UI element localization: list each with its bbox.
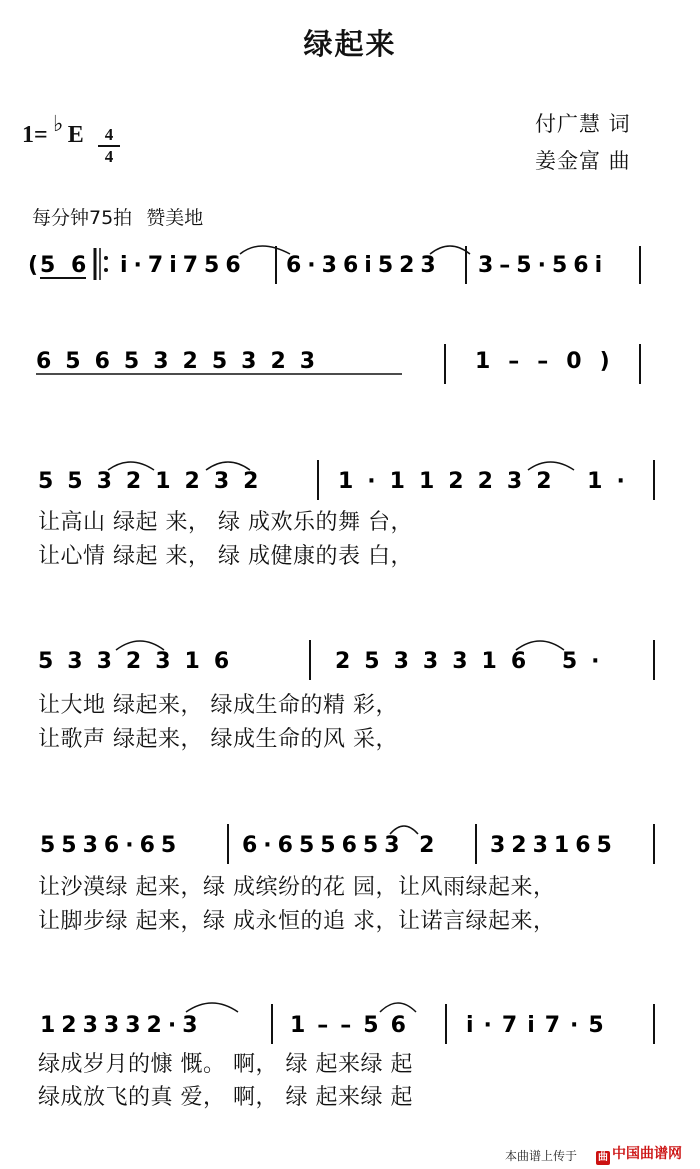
lyric-line-2: 绿成放飞的真 爱， 啊， 绿 起来绿 起 bbox=[38, 1085, 413, 1110]
time-signature bbox=[98, 126, 120, 166]
lyric-line-1: 让高山 绿起 来， 绿 成欢乐的舞 台， bbox=[38, 510, 413, 535]
notes-group: 5332316 bbox=[38, 649, 244, 674]
notes-group: 1·112232 1· bbox=[338, 469, 639, 494]
page-title: 绿起来 bbox=[303, 27, 397, 61]
lyric-line-1: 让大地 绿起来， 绿成生命的精 彩， bbox=[38, 693, 398, 718]
notes-group: 2533316 5· bbox=[335, 649, 614, 674]
key-note: E bbox=[67, 122, 84, 148]
notes-group: 6·36i523 bbox=[286, 253, 442, 278]
lyric-line-2: 让歌声 绿起来， 绿成生命的风 采， bbox=[38, 727, 398, 752]
meter-top: 4 bbox=[104, 125, 114, 144]
slur bbox=[380, 1003, 416, 1012]
notation-system-3 bbox=[0, 448, 700, 508]
notes-group: i·7i756 bbox=[120, 253, 247, 278]
notes-group: 5 6 bbox=[40, 253, 91, 278]
notes-group: 123332·3 bbox=[40, 1013, 204, 1038]
repeat-dot bbox=[104, 268, 108, 272]
notes-group: 6565325323 bbox=[36, 349, 330, 374]
notes-group: 5536·65 bbox=[40, 833, 183, 858]
notes-group: 1––0) bbox=[475, 349, 628, 374]
notes-group: 1––56 bbox=[290, 1013, 418, 1038]
notation-system-6 bbox=[0, 992, 700, 1052]
key-prefix: 1= bbox=[22, 122, 48, 148]
composer-credit: 姜金富 曲 bbox=[535, 149, 631, 173]
lyricist-credit: 付广慧 词 bbox=[535, 112, 631, 136]
meter-bottom: 4 bbox=[104, 147, 114, 166]
notation-system-5 bbox=[0, 812, 700, 872]
notation-system-1 bbox=[0, 228, 700, 288]
footer-text: 本曲谱上传于 bbox=[505, 1149, 578, 1163]
notes-group: 6·655653 2 bbox=[242, 833, 441, 858]
notes-group: i·7i7·5 bbox=[466, 1013, 614, 1038]
tempo-bpm: 每分钟75拍 bbox=[32, 207, 133, 229]
lyric-line-1: 让沙漠绿 起来，绿 成缤纷的花 园，让风雨绿起来， bbox=[38, 875, 556, 900]
tempo-marking bbox=[32, 203, 217, 230]
repeat-dot bbox=[104, 256, 108, 260]
notes-group: 323165 bbox=[490, 833, 618, 858]
lyric-line-2: 让脚步绿 起来，绿 成永恒的追 求，让诺言绿起来， bbox=[38, 909, 556, 934]
slur bbox=[240, 246, 290, 254]
notation-system-4 bbox=[0, 628, 700, 688]
tempo-expression: 赞美地 bbox=[146, 207, 204, 229]
site-logo[interactable] bbox=[596, 1143, 682, 1165]
notes-group: 3–5·56i bbox=[478, 253, 609, 278]
site-name: 中国曲谱网 bbox=[612, 1146, 682, 1162]
notes-group: 55321232 bbox=[38, 469, 273, 494]
paren-open: ( bbox=[28, 253, 39, 278]
slur bbox=[186, 1003, 238, 1012]
logo-icon: 曲 bbox=[598, 1152, 608, 1163]
flat-sign: ♭ bbox=[53, 112, 64, 137]
notation-system-2 bbox=[0, 328, 700, 388]
lyric-line-1: 绿成岁月的慷 慨。 啊， 绿 起来绿 起 bbox=[38, 1052, 413, 1077]
lyric-line-2: 让心情 绿起 来， 绿 成健康的表 白， bbox=[38, 544, 413, 569]
